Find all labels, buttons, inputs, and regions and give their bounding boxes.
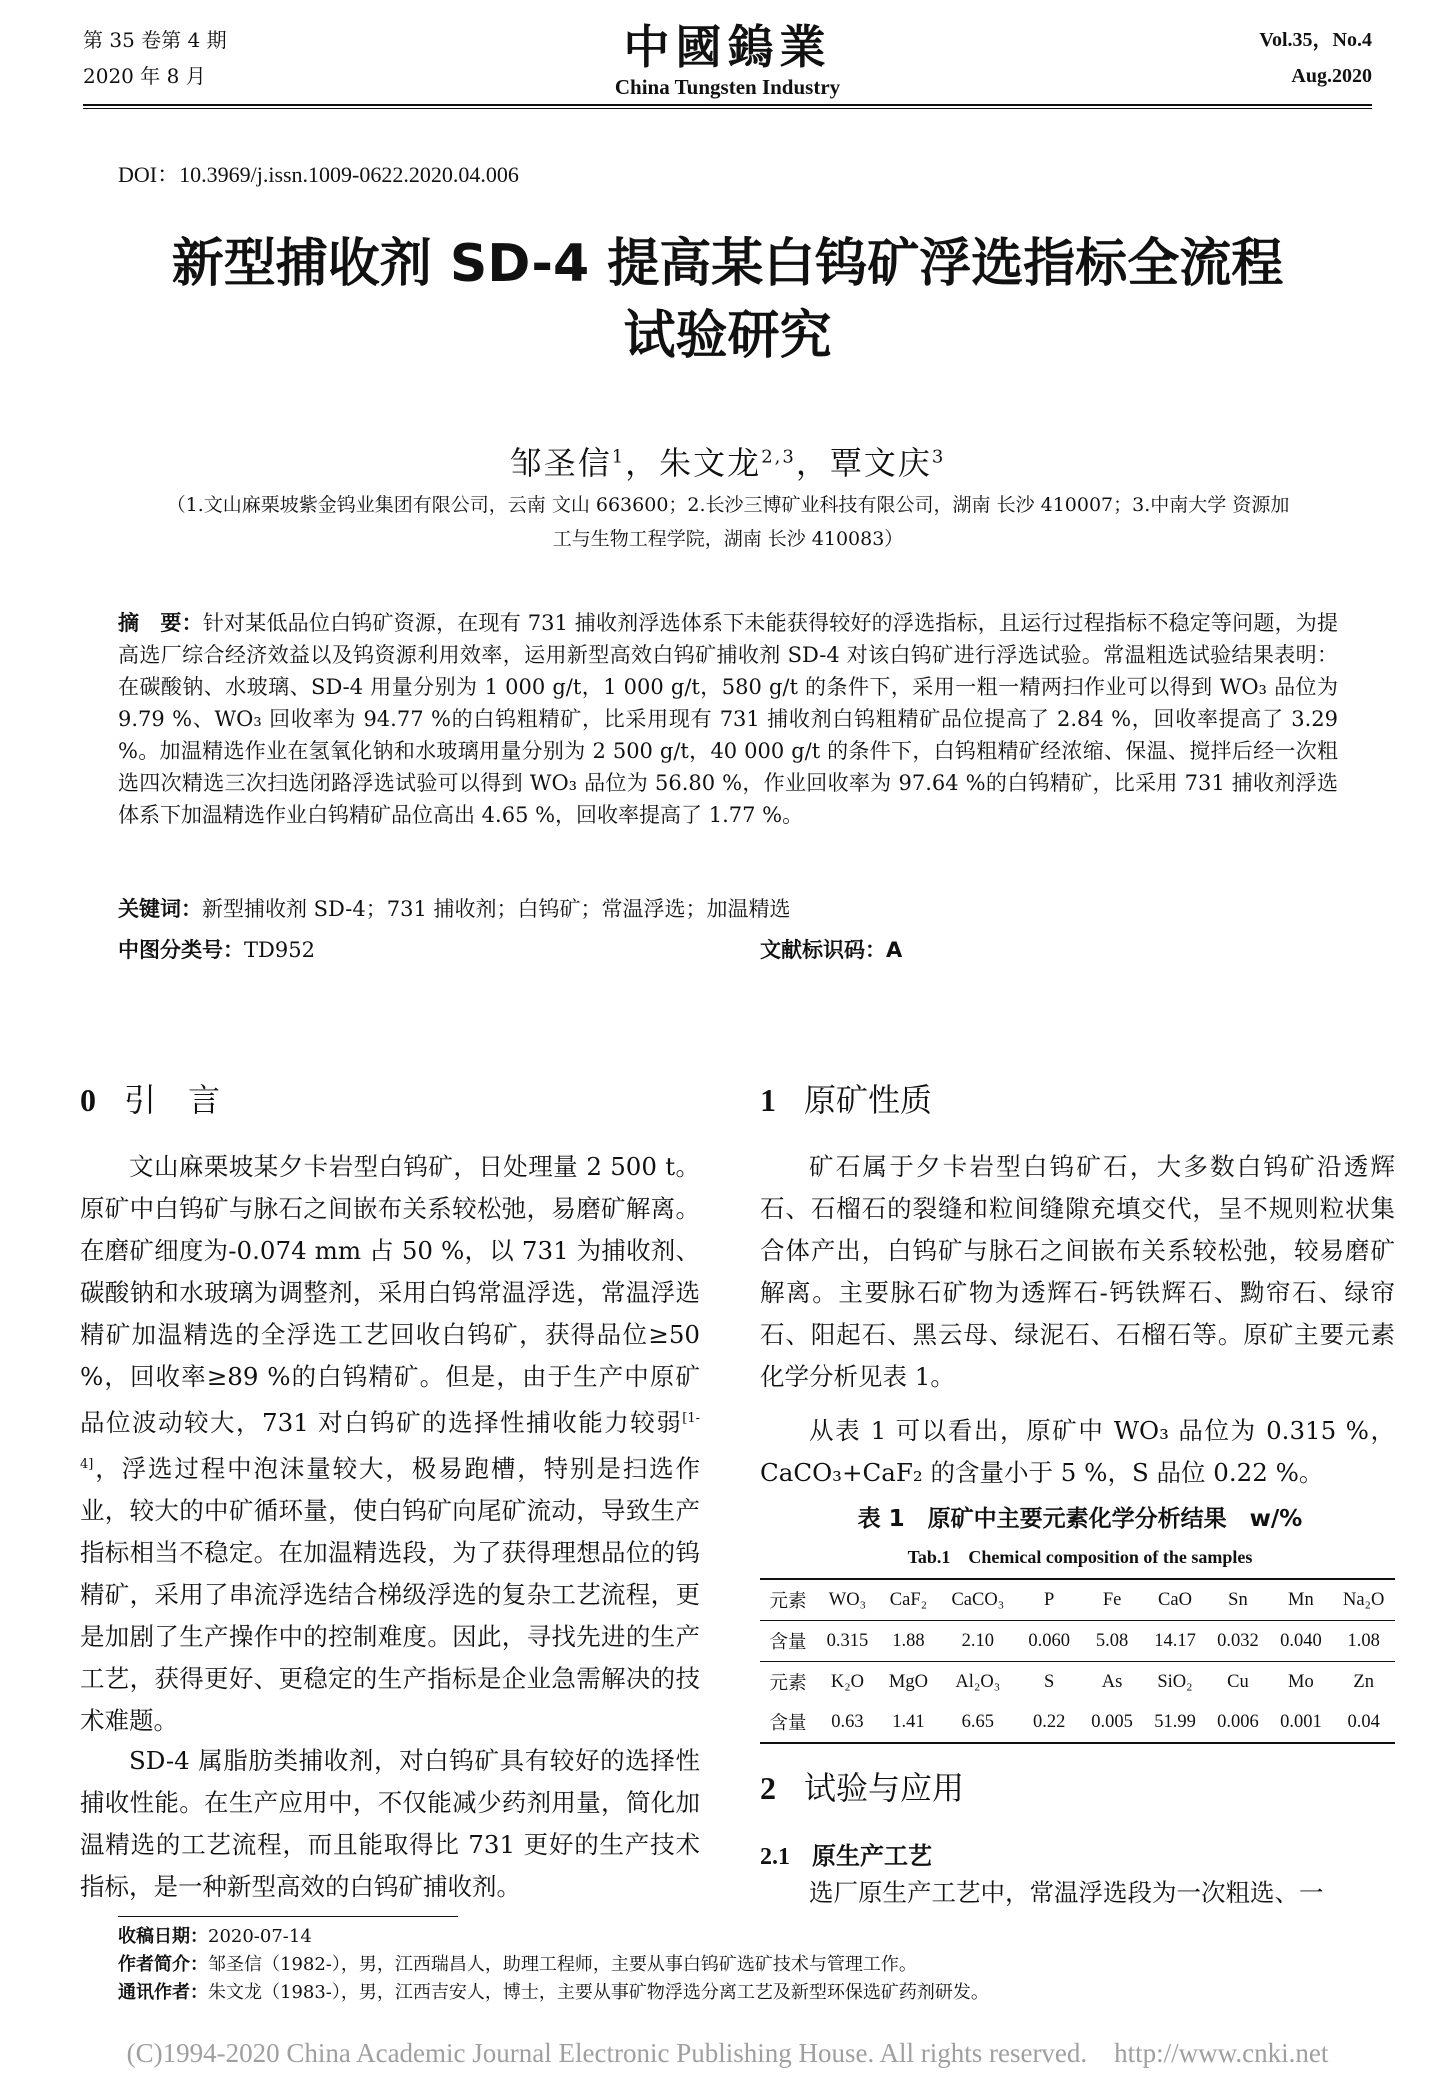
table-cell: 0.04 <box>1332 1702 1395 1743</box>
subsection-2-1-title: 原生产工艺 <box>812 1842 932 1870</box>
abstract-text: 针对某低品位白钨矿资源，在现有 731 捕收剂浮选体系下未能获得较好的浮选指标，且运行过程指标不稳定等问题，为提高选厂综合经济效益以及钨资源利用效率，运用新型高效白钨矿捕收剂 SD-4 对该白钨矿进行浮选试验。常温粗选试验结果表明：在碳酸钠、水玻璃、SD-4 用量分别为 1 000 g/t，1 000 g/t，580 g/t 的条件下，采用一粗一精两扫作业可以得到 WO₃ 品位为 9.79 %、WO₃ 回收率为 94.77 %的白钨粗精矿，比采用现有 731 捕收剂白钨粗精矿品位提高了 2.84 %，回收率提高了 3.29 %。加温精选作业在氢氧化钠和水玻璃用量分别为 2 500 g/t，40 000 g/t 的条件下，白钨粗精矿经浓缩、保温、搅拌后经一次粗选四次精选三次扫选闭路浮选试验可以得到 WO₃ 品位为 56.80 %，作业回收率为 97.64 %的白钨精矿，比采用 731 捕收剂浮选体系下加温精选作业白钨精矿品位高出 4.65 %，回收率提高了 1.77 %。 <box>118 611 1338 827</box>
paper-title-line2: 试验研究 <box>623 306 832 366</box>
table-row <box>760 1662 1395 1703</box>
section-0-paragraph-2: SD-4 属脂肪类捕收剂，对白钨矿具有较好的选择性捕收性能。在生产应用中，不仅能减少药剂用量，简化加温精选的工艺流程，而且能取得比 731 更好的生产技术指标，是一种新型高效的白钨矿捕收剂。 <box>80 1746 700 1901</box>
received-label: 收稿日期： <box>118 1926 208 1947</box>
author-3-affil: 3 <box>931 446 946 468</box>
doi: DOI：10.3969/j.issn.1009-0622.2020.04.006 <box>118 162 519 187</box>
footnote-rule <box>118 1916 458 1917</box>
author-3: ，覃文庆 <box>795 444 932 482</box>
table-cell: CaF₂ <box>879 1579 938 1621</box>
author-1: 邹圣信 <box>509 444 612 482</box>
table-row <box>760 1702 1395 1743</box>
table-cell: 6.65 <box>938 1702 1018 1743</box>
table-row <box>760 1579 1395 1621</box>
table-cell: 1.88 <box>879 1621 938 1662</box>
clc-label: 中图分类号： <box>118 938 244 962</box>
table-1-caption-cn: 表 1 原矿中主要元素化学分析结果 w/% <box>857 1506 1303 1532</box>
corresponding-text: 朱文龙（1983-），男，江西吉安人，博士，主要从事矿物浮选分离工艺及新型环保选矿药剂研发。 <box>208 1982 989 2003</box>
section-0-paragraph-1 <box>80 1146 700 1742</box>
author-2: ，朱文龙 <box>625 444 762 482</box>
section-2-title: 试验与应用 <box>804 1769 965 1807</box>
footnote-corresponding <box>118 1980 989 2006</box>
table-cell: 0.040 <box>1269 1621 1332 1662</box>
section-2-paragraph-1: 选厂原生产工艺中，常温浮选段为一次粗选、一 <box>809 1878 1324 1907</box>
clc-value: TD952 <box>244 938 315 962</box>
table-cell: Al₂O₃ <box>955 1671 1001 1692</box>
section-0-number: 0 <box>80 1082 96 1118</box>
table-cell: Zn <box>1353 1671 1374 1692</box>
volume-issue-cn: 第 35 卷第 4 期 <box>83 28 227 52</box>
table-cell: K₂O <box>830 1671 865 1692</box>
table-1 <box>760 1578 1395 1744</box>
doc-code-value: A <box>886 938 903 962</box>
table-cell: 0.315 <box>816 1621 879 1662</box>
table-row-header: 含量 <box>760 1702 816 1743</box>
journal-title-en: China Tungsten Industry <box>614 75 841 99</box>
date-en: Aug.2020 <box>1291 65 1372 87</box>
header-rule-thin <box>83 108 1372 109</box>
keywords <box>118 893 791 925</box>
paper-title-line1: 新型捕收剂 SD-4 提高某白钨矿浮选指标全流程 <box>171 234 1284 294</box>
section-1-title: 原矿性质 <box>804 1081 933 1119</box>
table-1-caption-en: Tab.1 Chemical composition of the samples <box>907 1547 1253 1567</box>
keywords-text: 新型捕收剂 SD-4；731 捕收剂；白钨矿；常温浮选；加温精选 <box>202 897 791 921</box>
table-row-header: 元素 <box>760 1579 816 1621</box>
section-0-p1-text: 文山麻栗坡某夕卡岩型白钨矿，日处理量 2 500 t。原矿中白钨矿与脉石之间嵌布关系较松弛，易磨矿解离。在磨矿细度为-0.074 mm 占 50 %，以 731 为捕收剂、碳酸钠和水玻璃为调整剂，采用白钨常温浮选，常温浮选精矿加温精选的全浮选工艺回收白钨矿，获得品位≥50 %，回收率≥89 %的白钨精矿。但是，由于生产中原矿品位波动较大，731 对白钨矿的选择性捕收能力较弱 <box>80 1152 700 1438</box>
section-1-paragraph-2: 从表 1 可以看出，原矿中 WO₃ 品位为 0.315 %，CaCO₃+CaF₂ 的含量小于 5 %，S 品位 0.22 %。 <box>760 1416 1395 1487</box>
author-bio-label: 作者简介： <box>118 1954 208 1975</box>
affiliation-line2: 工与生物工程学院，湖南 长沙 410083） <box>552 528 904 550</box>
table-cell: 0.63 <box>816 1702 879 1743</box>
table-cell: CaCO₃ <box>938 1579 1018 1621</box>
table-cell: P <box>1018 1579 1081 1621</box>
section-0-heading <box>80 1080 220 1120</box>
abstract-label: 摘 要： <box>118 611 203 635</box>
table-cell: MgO <box>888 1671 928 1692</box>
table-cell: 0.006 <box>1206 1702 1269 1743</box>
author-bio-text: 邹圣信（1982-），男，江西瑞昌人，助理工程师，主要从事白钨矿选矿技术与管理工作。 <box>208 1954 917 1975</box>
table-cell: CaO <box>1144 1579 1207 1621</box>
table-cell: SiO₂ <box>1157 1671 1193 1692</box>
table-row-header: 元素 <box>769 1674 807 1694</box>
table-row-header: 含量 <box>760 1621 816 1662</box>
table-cell: Fe <box>1081 1579 1144 1621</box>
copyright-watermark: (C)1994-2020 China Academic Journal Electronic Publishing House. All rights reserved. http://www.cnki.net <box>126 2038 1329 2068</box>
header-rule <box>83 104 1372 106</box>
table-cell: 5.08 <box>1081 1621 1144 1662</box>
section-1-number: 1 <box>760 1082 776 1118</box>
table-cell: 0.22 <box>1018 1702 1081 1743</box>
table-cell: Mo <box>1288 1671 1314 1692</box>
section-1-paragraph-1: 矿石属于夕卡岩型白钨矿石，大多数白钨矿沿透辉石、石榴石的裂缝和粒间缝隙充填交代，呈不规则粒状集合体产出，白钨矿与脉石之间嵌布关系较松弛，较易磨矿解离。主要脉石矿物为透辉石-钙铁辉石、黝帘石、绿帘石、阳起石、黑云母、绿泥石、石榴石等。原矿主要元素化学分析见表 1。 <box>760 1152 1395 1391</box>
volume-issue-en: Vol.35，No.4 <box>1259 29 1372 51</box>
journal-title-cn: 中國鎢業 <box>623 22 832 73</box>
subsection-2-1-number: 2.1 <box>760 1844 790 1870</box>
abstract <box>118 607 1338 831</box>
section-2-heading <box>760 1768 964 1808</box>
table-cell: 1.41 <box>879 1702 938 1743</box>
section-0-p1-rest: ，浮选过程中泡沫量较大，极易跑槽，特别是扫选作业，较大的中矿循环量，使白钨矿向尾矿流动，导致生产指标相当不稳定。在加温精选段，为了获得理想品位的钨精矿，采用了串流浮选结合梯级浮选的复杂工艺流程，更是加剧了生产操作中的控制难度。因此，寻找先进的生产工艺，获得更好、更稳定的生产指标是企业急需解决的技术难题。 <box>80 1454 700 1736</box>
clc-number <box>118 934 315 966</box>
table-row <box>760 1621 1395 1662</box>
author-2-affil: 2,3 <box>761 446 796 468</box>
affiliation-line1: （1.文山麻栗坡紫金钨业集团有限公司，云南 文山 663600；2.长沙三博矿业科技有限公司，湖南 长沙 410007；3.中南大学 资源加 <box>166 494 1290 516</box>
corresponding-label: 通讯作者： <box>118 1982 208 2003</box>
table-cell: Mn <box>1269 1579 1332 1621</box>
footnote-author-bio <box>118 1952 917 1978</box>
table-cell: S <box>1043 1671 1055 1692</box>
table-cell: Sn <box>1206 1579 1269 1621</box>
table-cell: Cu <box>1227 1671 1249 1692</box>
received-date: 2020-07-14 <box>208 1926 312 1947</box>
keywords-label: 关键词： <box>118 897 202 921</box>
section-0-title: 引 言 <box>124 1081 221 1119</box>
footnote-received <box>118 1924 312 1950</box>
table-cell: 14.17 <box>1144 1621 1207 1662</box>
section-2-number: 2 <box>760 1770 776 1806</box>
date-cn: 2020 年 8 月 <box>83 64 206 88</box>
document-code <box>760 934 902 966</box>
table-cell: 51.99 <box>1144 1702 1207 1743</box>
subsection-2-1-heading <box>760 1836 932 1871</box>
author-1-affil: 1 <box>611 446 626 468</box>
table-cell: 0.001 <box>1269 1702 1332 1743</box>
table-cell: 1.08 <box>1332 1621 1395 1662</box>
citation: [1-4] <box>80 1411 700 1473</box>
table-cell: As <box>1101 1671 1123 1692</box>
table-cell: 0.032 <box>1206 1621 1269 1662</box>
table-cell: 2.10 <box>938 1621 1018 1662</box>
author-list <box>0 438 1455 484</box>
section-1-heading <box>760 1080 932 1120</box>
table-cell: Na₂O <box>1332 1579 1395 1621</box>
doc-code-label: 文献标识码： <box>760 938 886 962</box>
table-cell: 0.005 <box>1081 1702 1144 1743</box>
table-cell: WO₃ <box>816 1579 879 1621</box>
table-cell: 0.060 <box>1018 1621 1081 1662</box>
